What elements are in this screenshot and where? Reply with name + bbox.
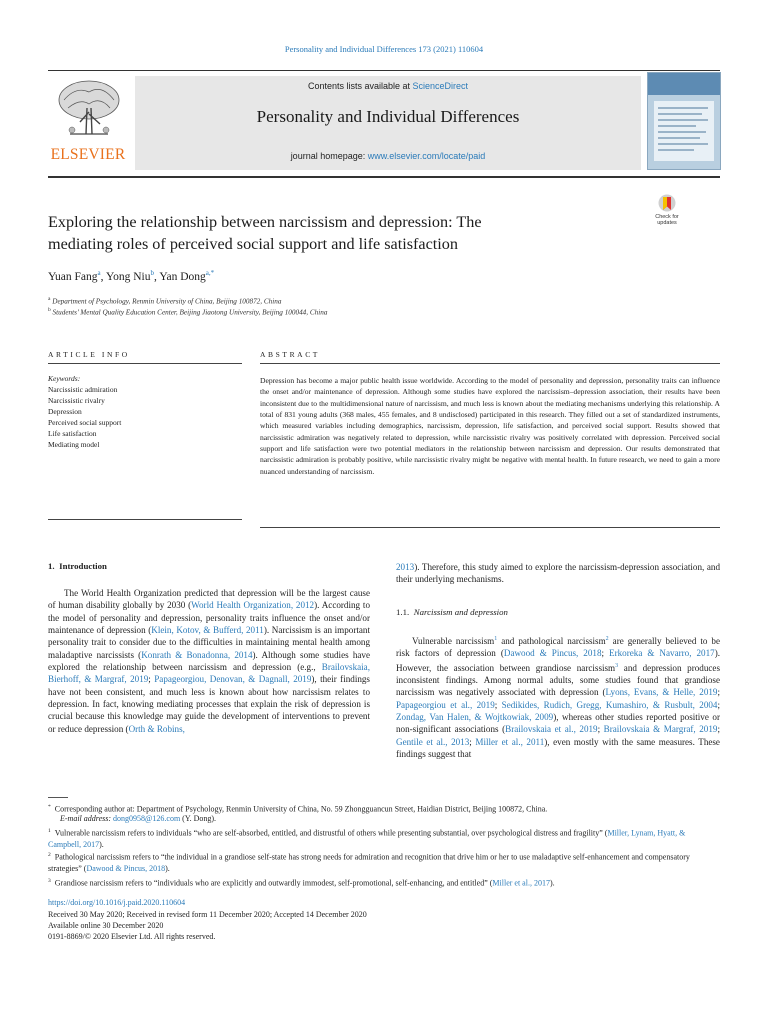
citation-link[interactable]: Lyons, Evans, & Helle, 2019 [605, 687, 718, 698]
keyword: Life satisfaction [48, 429, 97, 438]
contents-line [135, 81, 641, 91]
text-run: ; [717, 687, 720, 698]
cover-line [658, 107, 708, 109]
footnote-text [48, 853, 690, 873]
author-sep: , [100, 270, 106, 283]
section-title: Introduction [59, 561, 107, 571]
citation-link[interactable]: Brailovskaia & Margraf, 2019 [603, 724, 718, 735]
cover-line [658, 131, 706, 133]
abstract-heading: ABSTRACT [260, 350, 320, 359]
elsevier-tree-icon [56, 78, 122, 138]
received-dates: Received 30 May 2020; Received in revised form 11 December 2020; Accepted 14 December 2020 [48, 910, 367, 919]
abstract-bottom-rule [260, 527, 720, 528]
footnote-text [55, 879, 555, 888]
homepage-line [135, 151, 641, 161]
text-run: ; [601, 648, 610, 659]
cover-line [658, 119, 708, 121]
text-run: are generally believed to be risk factors of depression ( [396, 636, 720, 659]
citation-link[interactable]: Dawood & Pincus, 2018 [86, 863, 166, 873]
text-run: The World Health Organization predicted that depression will be the largest cause of human disability globally by 2030 ( [48, 588, 370, 611]
text-run: ), even mostly with the same measures. These findings suggest that [396, 736, 720, 760]
footnote-text [48, 829, 685, 849]
footnote-email [48, 813, 732, 824]
paper-title [48, 211, 608, 255]
keyword: Narcissistic rivalry [48, 396, 105, 405]
cover-line [658, 143, 708, 145]
affiliation-text: Department of Psychology, Renmin University of China, Beijing 100872, China [52, 297, 282, 306]
paper-title-line: Exploring the relationship between narcissism and depression: The [48, 213, 482, 231]
journal-homepage-link[interactable]: www.elsevier.com/locate/paid [367, 151, 486, 161]
intro-paragraph [48, 587, 370, 735]
citation-link[interactable]: Konrath & Bonadonna, 2014 [141, 649, 253, 660]
citation-link[interactable]: Gentile et al., 2013 [396, 736, 470, 747]
footnote-marker: 3 [48, 878, 51, 884]
text-run: ), their findings have not been consistent, and much less is known about how narcissism relates to depression. In fact, knowing mediating processes that explain the risk of depression is crucial because this knowledge may guide the development of interventions to prevent or reduce depression ( [48, 674, 370, 734]
footnote-3 [48, 876, 720, 889]
copyright: 0191-8869/© 2020 Elsevier Ltd. All rights reserved. [48, 932, 216, 941]
narcissism-paragraph [396, 633, 720, 761]
header-top-rule [48, 70, 720, 71]
author-affil-sup[interactable]: b [150, 269, 154, 277]
text-run: ), whereas other studies reported positive or non-significant associations ( [396, 712, 720, 735]
subsection-number: 1.1. [396, 607, 410, 617]
bookmark-icon [658, 194, 676, 214]
text-run: Vulnerable narcissism refers to individuals “who are self-absorbed, entitled, and distrustful of others while presenting substantial, over psychological distress and fragility” ( [54, 828, 608, 838]
elsevier-logo[interactable] [48, 76, 128, 170]
section-heading [48, 560, 370, 572]
text-run: ). [99, 839, 104, 849]
badge-text [646, 214, 688, 226]
text-run: ; [597, 724, 604, 735]
affiliation [48, 296, 281, 305]
citation-link[interactable]: 2013 [396, 562, 415, 572]
footnote-marker: * [48, 804, 51, 810]
citation-link[interactable]: Brailovskaia, Bierhoff, & Margraf, 2019 [48, 662, 370, 685]
subsection-heading [396, 606, 720, 618]
footnote-rule [48, 797, 68, 798]
footnote-1 [48, 826, 720, 850]
citation-link[interactable]: Zondag, Van Halen, & Wojtkowiak, 2009 [396, 712, 554, 723]
citation-link[interactable]: Papageorgiou et al., 2019 [396, 699, 495, 710]
text-run: ; [494, 699, 502, 710]
affiliation [48, 307, 327, 316]
keywords-bottom-rule [48, 519, 242, 520]
email-link[interactable]: dong0958@126.com [113, 814, 181, 823]
abstract-rule [260, 363, 720, 364]
email-suffix: (Y. Dong). [180, 814, 217, 823]
subsection-title: Narcissism and depression [413, 607, 508, 617]
text-run: ). Therefore, this study aimed to explore the narcissism-depression association, and their underlying mechanisms. [396, 562, 720, 585]
header-bottom-rule [48, 176, 720, 178]
author-list [48, 269, 214, 283]
text-run: and depression produces inconsistent findings. Among normal adults, some studies found that grandiose narcissism was negatively associated with depression ( [396, 662, 720, 698]
text-run: and pathological narcissism [497, 636, 606, 647]
keyword: Perceived social support [48, 418, 122, 427]
text-run: ). [165, 863, 170, 873]
citation-link[interactable]: Papageorgiou, Denovan, & Dagnall, 2019 [154, 674, 312, 685]
author-sep: , [153, 270, 160, 283]
running-head[interactable]: Personality and Individual Differences 173 (2021) 110604 [284, 44, 484, 54]
text-run: ). Although some studies have explored the relationship between narcissism and depression (e.g., [48, 649, 371, 673]
citation-link[interactable]: Miller, Lynam, Hyatt, & Campbell, 2017 [48, 828, 686, 849]
citation-link[interactable]: Dawood & Pincus, 2018 [503, 648, 602, 659]
continued-paragraph [396, 561, 720, 586]
text-run: ; [148, 674, 155, 685]
sciencedirect-link[interactable]: ScienceDirect [412, 81, 469, 91]
keyword: Mediating model [48, 440, 100, 449]
journal-cover-thumbnail[interactable] [647, 72, 721, 170]
text-run: ). According to the model of personality and depression, personality traits influence the onset and/or maintenance of depression ( [48, 600, 370, 636]
paper-title-line: mediating roles of perceived social support and life satisfaction [48, 235, 458, 253]
badge-line: updates [657, 220, 677, 226]
text-run: ). Narcissism is an important personality trait to consider due to the difficulties in maintaining mental health among maladaptive narcissists ( [48, 625, 370, 660]
text-run: ; [469, 736, 476, 747]
keyword: Depression [48, 407, 82, 416]
footnote-marker: 1 [48, 828, 51, 834]
footnote-marker: 2 [48, 852, 51, 858]
check-for-updates-badge[interactable] [646, 194, 688, 232]
email-label: E-mail address: [60, 814, 112, 823]
badge-line: Check for [655, 214, 679, 220]
online-date: Available online 30 December 2020 [48, 921, 164, 930]
journal-title: Personality and Individual Differences [256, 107, 520, 126]
affiliation-sup: b [48, 307, 51, 313]
keywords-label: Keywords: [48, 374, 81, 383]
footnote-2 [48, 850, 720, 874]
citation-link[interactable]: Klein, Kotov, & Bufferd, 2011 [151, 625, 264, 636]
author-name: Yong Niu [105, 270, 151, 283]
text-run: ). However, the association between grandiose narcissism [396, 648, 720, 673]
citation-link[interactable]: Miller et al., 2017 [492, 878, 550, 888]
cover-line [658, 137, 700, 139]
affiliation-sup: a [48, 296, 51, 302]
article-info-heading: ARTICLE INFO [48, 350, 130, 359]
cover-band [648, 73, 720, 95]
author-affil-sup[interactable]: a,* [205, 269, 215, 277]
footnote-ref[interactable]: 3 [615, 662, 619, 669]
cover-line [658, 125, 696, 127]
citation-link[interactable]: Orth & Robins, [128, 723, 185, 734]
author-affil-sup[interactable]: a [97, 269, 101, 277]
text-run: Pathological narcissism refers to “the individual in a grandiose self-state has strong needs for admiration and recognition that drive him or her to use maladaptive self-enhancement and compensatory strategies” ( [48, 852, 690, 873]
text-run: ; [717, 724, 720, 735]
text-run: ). [549, 878, 555, 888]
homepage-prefix: journal homepage: [290, 151, 368, 161]
footnote-ref[interactable]: 2 [605, 636, 609, 642]
affiliation-text: Students’ Mental Quality Education Center, Beijing Jiaotong University, Beijing 100044, China [52, 308, 328, 317]
citation-link[interactable]: Erkoreka & Navarro, 2017 [609, 648, 715, 659]
text-run: Grandiose narcissism refers to “individuals who are explicitly and outwardly immodest, self-promotional, self-enhancing, and entitled” ( [54, 878, 493, 888]
abstract-text: Depression has become a major public health issue worldwide. According to the model of personality and depression, personality traits can influence the onset and/or maintenance of depression. Although some studies have explored the narcissism–depression association, their results have been inconsistent due to the multidimensional nature of narcissism, and much less is known about the mediating mechanisms underlying this relationship. A total of 831 young adults (368 males, 455 females, and 8 undisclosed) participated in this research. They filled out a set of standardized instruments, which measured variables including demographics, narcissism, depression, life satisfaction, and perceived social support. Results showed that narcissistic admiration was negatively related to depression, while narcissistic rivalry was positively correlated with depression. Perceived social support and life satisfaction were two potential mediators in the relationship between narcissism and depression. Our results demonstrated that narcissistic admiration is probably positive, while narcissistic rivalry might be negative with mental health. In future research, we need to gain a more nuanced understanding of narcissism. [260, 376, 720, 476]
text-run: ; [717, 699, 720, 710]
doi-link[interactable]: https://doi.org/10.1016/j.paid.2020.110604 [48, 898, 186, 907]
text-run: Vulnerable narcissism [412, 636, 495, 647]
elsevier-wordmark: ELSEVIER [50, 146, 126, 163]
corresponding-text: Corresponding author at: Department of Psychology, Renmin University of China, No. 59 Zhongguancun Street, Haidian District, Beijing 100872, China. [54, 804, 548, 814]
section-number: 1. [48, 561, 55, 571]
contents-prefix: Contents lists available at [307, 81, 413, 91]
journal-header-box [135, 76, 641, 170]
cover-line [658, 149, 694, 151]
article-info-rule [48, 363, 242, 364]
keyword: Narcissistic admiration [48, 385, 118, 394]
citation-link[interactable]: Brailovskaia et al., 2019 [505, 724, 598, 735]
citation-link[interactable]: World Health Organization, 2012 [191, 600, 315, 611]
author-name: Yan Dong [159, 270, 206, 283]
author-name: Yuan Fang [48, 270, 98, 283]
citation-link[interactable]: Miller et al., 2011 [475, 736, 545, 747]
citation-link[interactable]: Sedikides, Rudich, Gregg, Kumashiro, & Rusbult, 2004 [501, 699, 718, 710]
footnote-ref[interactable]: 1 [494, 636, 498, 642]
cover-line [658, 113, 702, 115]
